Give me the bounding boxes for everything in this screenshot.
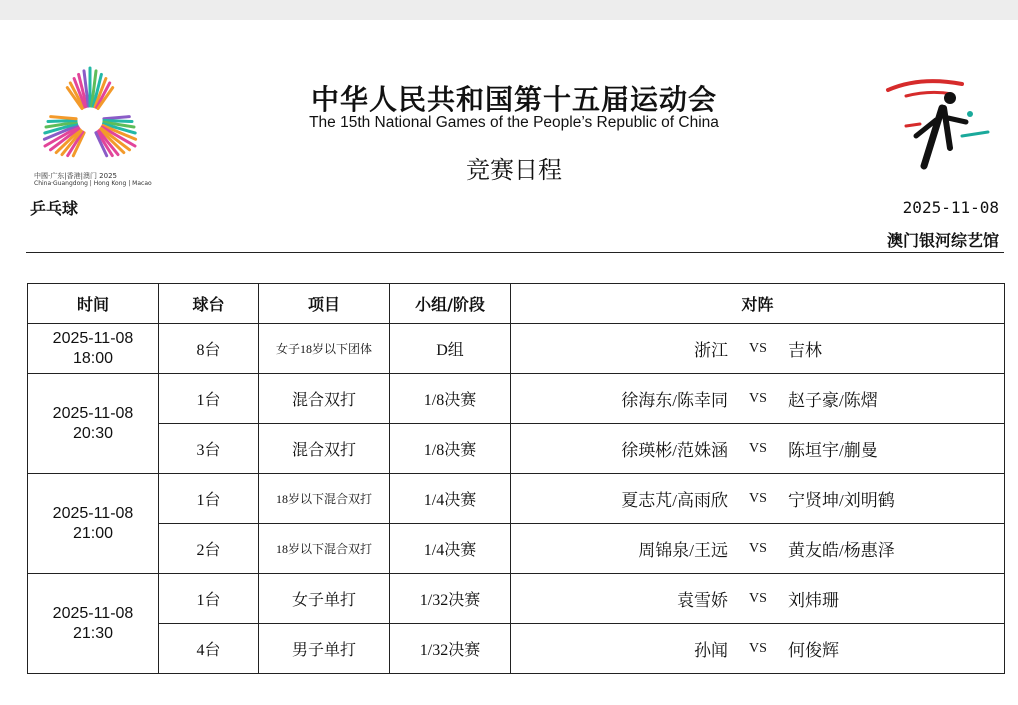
time-cell xyxy=(28,574,159,674)
table-row xyxy=(28,524,1005,574)
away-side: 宁贤坤/刘明鹤 xyxy=(788,491,895,510)
page-title-english: The 15th National Games of the People’s Republic of China xyxy=(309,114,719,131)
page-title: 中华人民共和国第十五届运动会 xyxy=(310,83,717,116)
table-no-cell: 2台 xyxy=(159,524,259,574)
table-row xyxy=(28,574,1005,624)
time-date: 2025-11-08 xyxy=(52,404,134,422)
table-row xyxy=(28,474,1005,524)
event-cell: 18岁以下混合双打 xyxy=(259,474,390,524)
table-row xyxy=(28,424,1005,474)
away-side: 黄友皓/杨惠泽 xyxy=(788,541,895,560)
header-table-no: 球台 xyxy=(159,284,259,324)
emblem-caption-line1: 中國·广东|香港|澳门 2025 xyxy=(34,172,117,180)
matchup-cell xyxy=(511,574,1005,624)
home-side: 袁雪娇 xyxy=(677,591,728,610)
home-side: 孙闻 xyxy=(694,641,728,660)
time-cell xyxy=(28,374,159,474)
home-side: 徐瑛彬/范姝涵 xyxy=(621,441,728,460)
table-row xyxy=(28,374,1005,424)
time-clock: 21:00 xyxy=(72,524,114,542)
event-cell: 女子18岁以下团体 xyxy=(259,324,390,374)
header-stage: 小组/阶段 xyxy=(390,284,511,324)
home-side: 夏志芃/高雨欣 xyxy=(621,491,728,510)
time-clock: 21:30 xyxy=(72,624,114,642)
vs-label: VS xyxy=(749,540,767,556)
stage-cell: 1/32决赛 xyxy=(390,574,511,624)
header-time: 时间 xyxy=(28,284,159,324)
event-cell: 混合双打 xyxy=(259,374,390,424)
page-subtitle: 竞赛日程 xyxy=(466,156,562,184)
table-no-cell: 8台 xyxy=(159,324,259,374)
vs-label: VS xyxy=(749,590,767,606)
time-cell xyxy=(28,474,159,574)
header-event: 项目 xyxy=(259,284,390,324)
matchup-cell xyxy=(511,474,1005,524)
home-side: 浙江 xyxy=(694,341,728,360)
stage-cell: D组 xyxy=(390,324,511,374)
sport-name: 乒乓球 xyxy=(30,199,79,218)
matchup-cell xyxy=(511,424,1005,474)
time-date: 2025-11-08 xyxy=(52,504,134,522)
table-no-cell: 1台 xyxy=(159,374,259,424)
matchup-cell xyxy=(511,524,1005,574)
stage-cell: 1/32决赛 xyxy=(390,624,511,674)
away-side: 吉林 xyxy=(788,341,822,360)
top-bar xyxy=(0,0,1018,20)
event-cell: 混合双打 xyxy=(259,424,390,474)
stage-cell: 1/4决赛 xyxy=(390,474,511,524)
vs-label: VS xyxy=(749,440,767,456)
vs-label: VS xyxy=(749,640,767,656)
header-divider xyxy=(26,252,1004,253)
vs-label: VS xyxy=(749,340,767,356)
matchup-cell xyxy=(511,324,1005,374)
stage-cell: 1/8决赛 xyxy=(390,374,511,424)
time-date: 2025-11-08 xyxy=(52,604,134,622)
away-side: 何俊辉 xyxy=(788,641,839,660)
time-clock: 18:00 xyxy=(72,349,114,367)
time-cell xyxy=(28,324,159,374)
table-no-cell: 1台 xyxy=(159,474,259,524)
table-header-row xyxy=(28,284,1005,324)
home-side: 徐海东/陈幸同 xyxy=(621,391,728,410)
away-side: 陈垣宇/蒯曼 xyxy=(788,441,878,460)
table-no-cell: 1台 xyxy=(159,574,259,624)
stage-cell: 1/4决赛 xyxy=(390,524,511,574)
venue-name: 澳门银河综艺馆 xyxy=(886,231,999,250)
table-no-cell: 3台 xyxy=(159,424,259,474)
away-side: 刘炜珊 xyxy=(788,591,839,610)
matchup-cell xyxy=(511,624,1005,674)
table-no-cell: 4台 xyxy=(159,624,259,674)
stage-cell: 1/8决赛 xyxy=(390,424,511,474)
home-side: 周锦泉/王远 xyxy=(638,541,728,560)
vs-label: VS xyxy=(749,490,767,506)
matchup-cell xyxy=(511,374,1005,424)
table-row xyxy=(28,324,1005,374)
emblem-caption-line2: China·Guangdong | Hong Kong | Macao xyxy=(34,180,152,187)
event-cell: 男子单打 xyxy=(259,624,390,674)
event-cell: 女子单打 xyxy=(259,574,390,624)
away-side: 赵子豪/陈熠 xyxy=(788,391,878,410)
event-cell: 18岁以下混合双打 xyxy=(259,524,390,574)
vs-label: VS xyxy=(749,390,767,406)
table-row xyxy=(28,624,1005,674)
time-clock: 20:30 xyxy=(72,424,114,442)
schedule-date: 2025-11-08 xyxy=(902,198,999,217)
header-matchup: 对阵 xyxy=(511,284,1005,324)
time-date: 2025-11-08 xyxy=(52,329,134,347)
schedule-table xyxy=(27,283,1005,674)
